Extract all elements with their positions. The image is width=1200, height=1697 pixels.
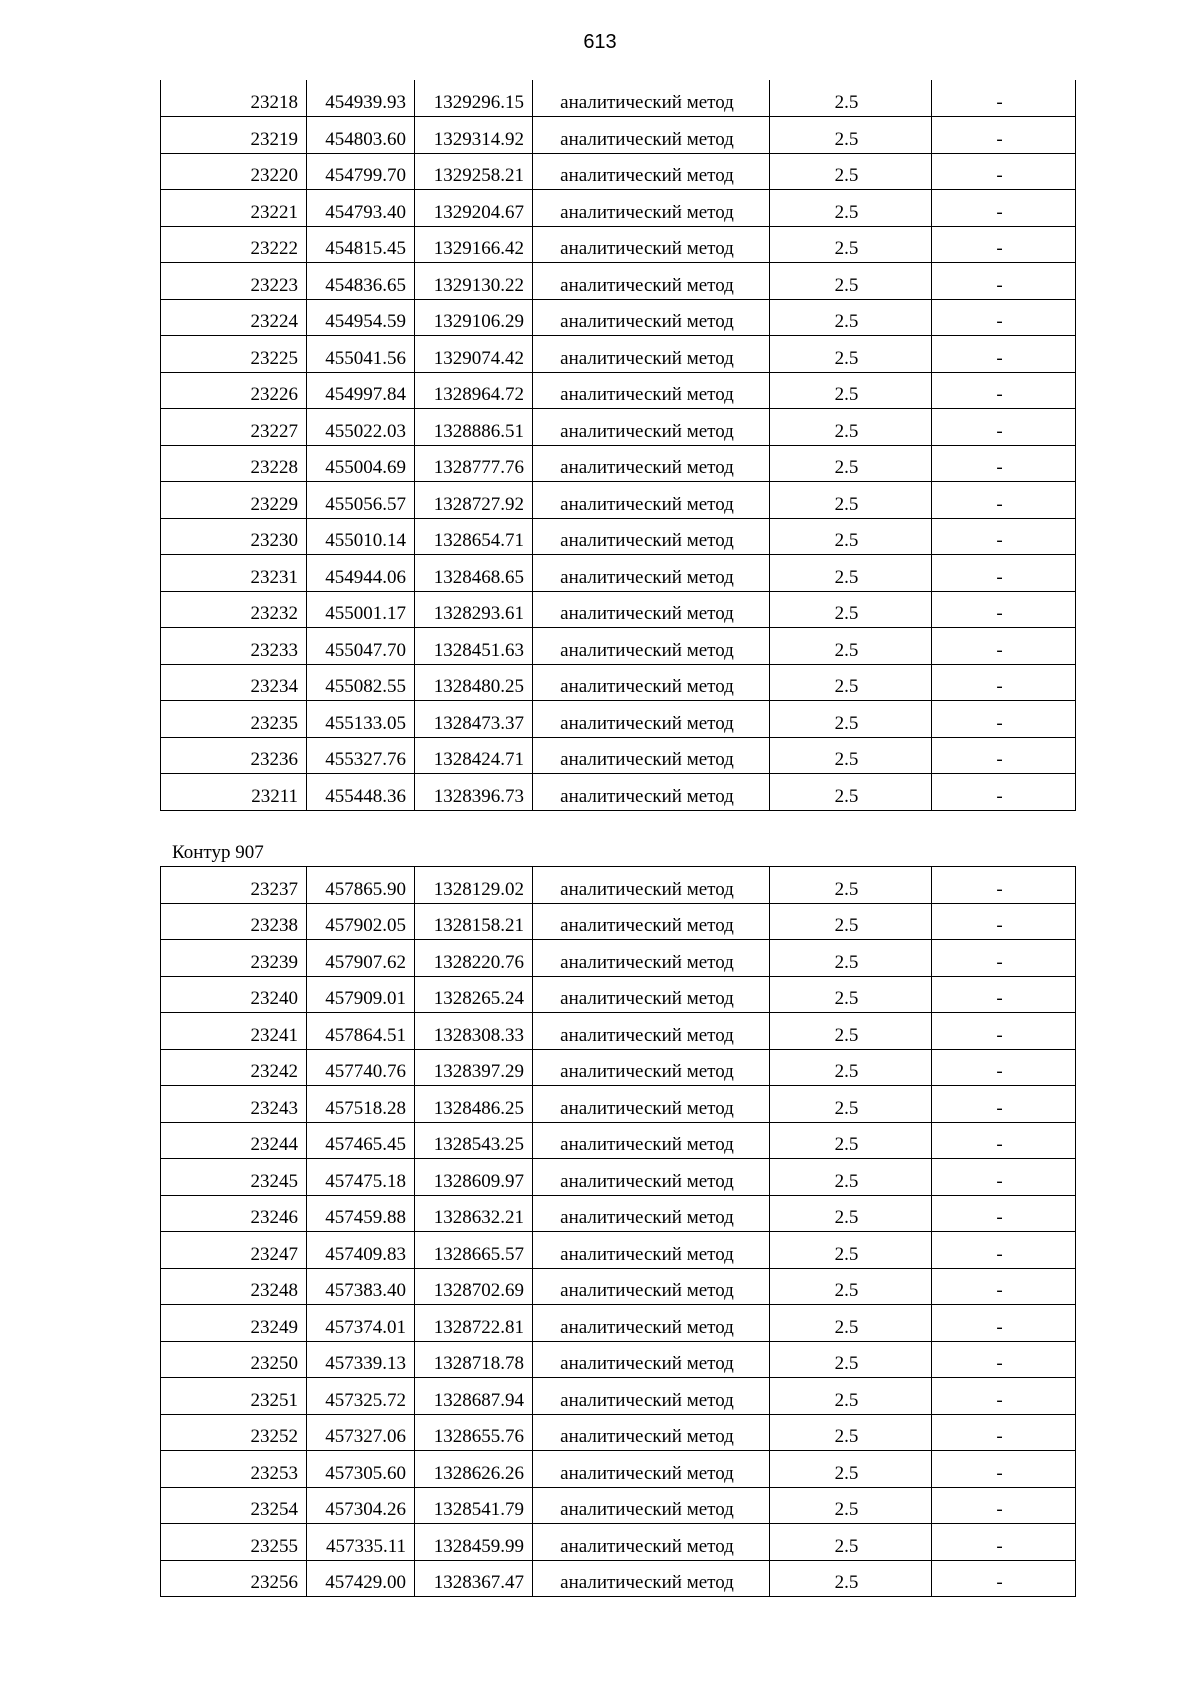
description-cell: - xyxy=(932,1487,1076,1524)
y-coordinate-cell: 1328722.81 xyxy=(415,1305,533,1342)
y-coordinate-cell: 1328541.79 xyxy=(415,1487,533,1524)
table-row xyxy=(161,555,1076,592)
method-cell: аналитический метод xyxy=(533,737,770,774)
method-cell: аналитический метод xyxy=(533,628,770,665)
y-coordinate-cell: 1329296.15 xyxy=(415,80,533,117)
point-number-cell: 23247 xyxy=(161,1232,307,1269)
y-coordinate-cell: 1328480.25 xyxy=(415,664,533,701)
table-row xyxy=(161,1268,1076,1305)
x-coordinate-cell: 455022.03 xyxy=(307,409,415,446)
accuracy-cell: 2.5 xyxy=(770,1414,932,1451)
method-cell: аналитический метод xyxy=(533,190,770,227)
coordinates-table-1 xyxy=(160,80,1076,811)
description-cell: - xyxy=(932,518,1076,555)
x-coordinate-cell: 455082.55 xyxy=(307,664,415,701)
x-coordinate-cell: 454939.93 xyxy=(307,80,415,117)
accuracy-cell: 2.5 xyxy=(770,555,932,592)
y-coordinate-cell: 1328718.78 xyxy=(415,1341,533,1378)
table-row xyxy=(161,1305,1076,1342)
x-coordinate-cell: 454815.45 xyxy=(307,226,415,263)
accuracy-cell: 2.5 xyxy=(770,336,932,373)
table-row xyxy=(161,372,1076,409)
description-cell: - xyxy=(932,1268,1076,1305)
table-row xyxy=(161,1378,1076,1415)
description-cell: - xyxy=(932,372,1076,409)
description-cell: - xyxy=(932,737,1076,774)
point-number-cell: 23234 xyxy=(161,664,307,701)
y-coordinate-cell: 1329314.92 xyxy=(415,117,533,154)
method-cell: аналитический метод xyxy=(533,263,770,300)
description-cell: - xyxy=(932,701,1076,738)
y-coordinate-cell: 1328609.97 xyxy=(415,1159,533,1196)
method-cell: аналитический метод xyxy=(533,336,770,373)
method-cell: аналитический метод xyxy=(533,299,770,336)
method-cell: аналитический метод xyxy=(533,555,770,592)
x-coordinate-cell: 455010.14 xyxy=(307,518,415,555)
accuracy-cell: 2.5 xyxy=(770,80,932,117)
table-row xyxy=(161,518,1076,555)
point-number-cell: 23218 xyxy=(161,80,307,117)
method-cell: аналитический метод xyxy=(533,1159,770,1196)
x-coordinate-cell: 457335.11 xyxy=(307,1524,415,1561)
table-row xyxy=(161,1195,1076,1232)
table-row xyxy=(161,1560,1076,1597)
method-cell: аналитический метод xyxy=(533,1122,770,1159)
table-row xyxy=(161,701,1076,738)
method-cell: аналитический метод xyxy=(533,940,770,977)
x-coordinate-cell: 457459.88 xyxy=(307,1195,415,1232)
accuracy-cell: 2.5 xyxy=(770,1232,932,1269)
table-row xyxy=(161,190,1076,227)
y-coordinate-cell: 1329204.67 xyxy=(415,190,533,227)
table-row xyxy=(161,867,1076,904)
point-number-cell: 23225 xyxy=(161,336,307,373)
table-row xyxy=(161,903,1076,940)
point-number-cell: 23220 xyxy=(161,153,307,190)
description-cell: - xyxy=(932,903,1076,940)
accuracy-cell: 2.5 xyxy=(770,737,932,774)
table-row xyxy=(161,482,1076,519)
x-coordinate-cell: 457429.00 xyxy=(307,1560,415,1597)
method-cell: аналитический метод xyxy=(533,1049,770,1086)
table-row xyxy=(161,1122,1076,1159)
table-row xyxy=(161,1049,1076,1086)
method-cell: аналитический метод xyxy=(533,1524,770,1561)
method-cell: аналитический метод xyxy=(533,1305,770,1342)
y-coordinate-cell: 1328687.94 xyxy=(415,1378,533,1415)
method-cell: аналитический метод xyxy=(533,1195,770,1232)
table-row xyxy=(161,1086,1076,1123)
x-coordinate-cell: 457305.60 xyxy=(307,1451,415,1488)
description-cell: - xyxy=(932,1086,1076,1123)
point-number-cell: 23242 xyxy=(161,1049,307,1086)
method-cell: аналитический метод xyxy=(533,701,770,738)
point-number-cell: 23231 xyxy=(161,555,307,592)
y-coordinate-cell: 1328473.37 xyxy=(415,701,533,738)
table-row xyxy=(161,226,1076,263)
method-cell: аналитический метод xyxy=(533,774,770,811)
x-coordinate-cell: 457865.90 xyxy=(307,867,415,904)
method-cell: аналитический метод xyxy=(533,1341,770,1378)
description-cell: - xyxy=(932,976,1076,1013)
description-cell: - xyxy=(932,1451,1076,1488)
method-cell: аналитический метод xyxy=(533,226,770,263)
y-coordinate-cell: 1328654.71 xyxy=(415,518,533,555)
table-row xyxy=(161,445,1076,482)
y-coordinate-cell: 1328129.02 xyxy=(415,867,533,904)
point-number-cell: 23227 xyxy=(161,409,307,446)
point-number-cell: 23222 xyxy=(161,226,307,263)
point-number-cell: 23253 xyxy=(161,1451,307,1488)
method-cell: аналитический метод xyxy=(533,1086,770,1123)
method-cell: аналитический метод xyxy=(533,867,770,904)
table-row xyxy=(161,409,1076,446)
y-coordinate-cell: 1328158.21 xyxy=(415,903,533,940)
x-coordinate-cell: 457475.18 xyxy=(307,1159,415,1196)
description-cell: - xyxy=(932,1524,1076,1561)
method-cell: аналитический метод xyxy=(533,1414,770,1451)
table-row xyxy=(161,1341,1076,1378)
method-cell: аналитический метод xyxy=(533,1232,770,1269)
table-row xyxy=(161,737,1076,774)
y-coordinate-cell: 1329130.22 xyxy=(415,263,533,300)
table-row xyxy=(161,591,1076,628)
method-cell: аналитический метод xyxy=(533,409,770,446)
x-coordinate-cell: 454836.65 xyxy=(307,263,415,300)
table-row xyxy=(161,1232,1076,1269)
x-coordinate-cell: 455448.36 xyxy=(307,774,415,811)
description-cell: - xyxy=(932,1414,1076,1451)
description-cell: - xyxy=(932,409,1076,446)
x-coordinate-cell: 454793.40 xyxy=(307,190,415,227)
y-coordinate-cell: 1328424.71 xyxy=(415,737,533,774)
accuracy-cell: 2.5 xyxy=(770,117,932,154)
point-number-cell: 23244 xyxy=(161,1122,307,1159)
accuracy-cell: 2.5 xyxy=(770,903,932,940)
method-cell: аналитический метод xyxy=(533,372,770,409)
description-cell: - xyxy=(932,555,1076,592)
point-number-cell: 23249 xyxy=(161,1305,307,1342)
table-row xyxy=(161,1451,1076,1488)
method-cell: аналитический метод xyxy=(533,445,770,482)
x-coordinate-cell: 457339.13 xyxy=(307,1341,415,1378)
point-number-cell: 23229 xyxy=(161,482,307,519)
accuracy-cell: 2.5 xyxy=(770,1378,932,1415)
method-cell: аналитический метод xyxy=(533,1560,770,1597)
x-coordinate-cell: 455047.70 xyxy=(307,628,415,665)
point-number-cell: 23230 xyxy=(161,518,307,555)
description-cell: - xyxy=(932,1232,1076,1269)
table-row xyxy=(161,80,1076,117)
point-number-cell: 23226 xyxy=(161,372,307,409)
point-number-cell: 23245 xyxy=(161,1159,307,1196)
point-number-cell: 23233 xyxy=(161,628,307,665)
y-coordinate-cell: 1328632.21 xyxy=(415,1195,533,1232)
x-coordinate-cell: 454803.60 xyxy=(307,117,415,154)
y-coordinate-cell: 1328396.73 xyxy=(415,774,533,811)
accuracy-cell: 2.5 xyxy=(770,190,932,227)
method-cell: аналитический метод xyxy=(533,664,770,701)
y-coordinate-cell: 1328655.76 xyxy=(415,1414,533,1451)
point-number-cell: 23241 xyxy=(161,1013,307,1050)
x-coordinate-cell: 457304.26 xyxy=(307,1487,415,1524)
accuracy-cell: 2.5 xyxy=(770,1341,932,1378)
point-number-cell: 23237 xyxy=(161,867,307,904)
description-cell: - xyxy=(932,1378,1076,1415)
description-cell: - xyxy=(932,153,1076,190)
point-number-cell: 23254 xyxy=(161,1487,307,1524)
y-coordinate-cell: 1328626.26 xyxy=(415,1451,533,1488)
y-coordinate-cell: 1329166.42 xyxy=(415,226,533,263)
description-cell: - xyxy=(932,1195,1076,1232)
point-number-cell: 23240 xyxy=(161,976,307,1013)
x-coordinate-cell: 457907.62 xyxy=(307,940,415,977)
accuracy-cell: 2.5 xyxy=(770,976,932,1013)
accuracy-cell: 2.5 xyxy=(770,1560,932,1597)
description-cell: - xyxy=(932,664,1076,701)
x-coordinate-cell: 455004.69 xyxy=(307,445,415,482)
y-coordinate-cell: 1328293.61 xyxy=(415,591,533,628)
accuracy-cell: 2.5 xyxy=(770,226,932,263)
method-cell: аналитический метод xyxy=(533,80,770,117)
y-coordinate-cell: 1329106.29 xyxy=(415,299,533,336)
y-coordinate-cell: 1328451.63 xyxy=(415,628,533,665)
point-number-cell: 23239 xyxy=(161,940,307,977)
accuracy-cell: 2.5 xyxy=(770,372,932,409)
point-number-cell: 23221 xyxy=(161,190,307,227)
point-number-cell: 23232 xyxy=(161,591,307,628)
description-cell: - xyxy=(932,80,1076,117)
table-row xyxy=(161,1159,1076,1196)
description-cell: - xyxy=(932,1122,1076,1159)
table-row xyxy=(161,976,1076,1013)
accuracy-cell: 2.5 xyxy=(770,263,932,300)
x-coordinate-cell: 457383.40 xyxy=(307,1268,415,1305)
table-row xyxy=(161,117,1076,154)
description-cell: - xyxy=(932,774,1076,811)
method-cell: аналитический метод xyxy=(533,1451,770,1488)
page-number: 613 xyxy=(583,31,617,53)
table-row xyxy=(161,1414,1076,1451)
accuracy-cell: 2.5 xyxy=(770,153,932,190)
y-coordinate-cell: 1328265.24 xyxy=(415,976,533,1013)
description-cell: - xyxy=(932,1341,1076,1378)
x-coordinate-cell: 455001.17 xyxy=(307,591,415,628)
contour-label: Контур 907 xyxy=(172,842,264,863)
description-cell: - xyxy=(932,117,1076,154)
description-cell: - xyxy=(932,867,1076,904)
point-number-cell: 23246 xyxy=(161,1195,307,1232)
description-cell: - xyxy=(932,1049,1076,1086)
description-cell: - xyxy=(932,299,1076,336)
description-cell: - xyxy=(932,1305,1076,1342)
description-cell: - xyxy=(932,628,1076,665)
description-cell: - xyxy=(932,591,1076,628)
x-coordinate-cell: 454799.70 xyxy=(307,153,415,190)
x-coordinate-cell: 457909.01 xyxy=(307,976,415,1013)
method-cell: аналитический метод xyxy=(533,976,770,1013)
x-coordinate-cell: 457374.01 xyxy=(307,1305,415,1342)
accuracy-cell: 2.5 xyxy=(770,628,932,665)
accuracy-cell: 2.5 xyxy=(770,1086,932,1123)
table-row xyxy=(161,1524,1076,1561)
method-cell: аналитический метод xyxy=(533,1268,770,1305)
description-cell: - xyxy=(932,940,1076,977)
x-coordinate-cell: 457864.51 xyxy=(307,1013,415,1050)
x-coordinate-cell: 457740.76 xyxy=(307,1049,415,1086)
y-coordinate-cell: 1328543.25 xyxy=(415,1122,533,1159)
x-coordinate-cell: 457327.06 xyxy=(307,1414,415,1451)
description-cell: - xyxy=(932,190,1076,227)
accuracy-cell: 2.5 xyxy=(770,482,932,519)
table-row xyxy=(161,1487,1076,1524)
description-cell: - xyxy=(932,336,1076,373)
point-number-cell: 23219 xyxy=(161,117,307,154)
y-coordinate-cell: 1328486.25 xyxy=(415,1086,533,1123)
accuracy-cell: 2.5 xyxy=(770,1451,932,1488)
y-coordinate-cell: 1328777.76 xyxy=(415,445,533,482)
y-coordinate-cell: 1328220.76 xyxy=(415,940,533,977)
method-cell: аналитический метод xyxy=(533,482,770,519)
y-coordinate-cell: 1329258.21 xyxy=(415,153,533,190)
description-cell: - xyxy=(932,226,1076,263)
point-number-cell: 23228 xyxy=(161,445,307,482)
accuracy-cell: 2.5 xyxy=(770,664,932,701)
x-coordinate-cell: 454997.84 xyxy=(307,372,415,409)
method-cell: аналитический метод xyxy=(533,1378,770,1415)
point-number-cell: 23238 xyxy=(161,903,307,940)
accuracy-cell: 2.5 xyxy=(770,299,932,336)
point-number-cell: 23250 xyxy=(161,1341,307,1378)
coordinates-table-2 xyxy=(160,866,1076,1597)
point-number-cell: 23235 xyxy=(161,701,307,738)
accuracy-cell: 2.5 xyxy=(770,1013,932,1050)
description-cell: - xyxy=(932,445,1076,482)
accuracy-cell: 2.5 xyxy=(770,518,932,555)
point-number-cell: 23256 xyxy=(161,1560,307,1597)
accuracy-cell: 2.5 xyxy=(770,774,932,811)
accuracy-cell: 2.5 xyxy=(770,409,932,446)
method-cell: аналитический метод xyxy=(533,153,770,190)
y-coordinate-cell: 1328397.29 xyxy=(415,1049,533,1086)
accuracy-cell: 2.5 xyxy=(770,445,932,482)
accuracy-cell: 2.5 xyxy=(770,1049,932,1086)
x-coordinate-cell: 457518.28 xyxy=(307,1086,415,1123)
description-cell: - xyxy=(932,263,1076,300)
x-coordinate-cell: 455327.76 xyxy=(307,737,415,774)
accuracy-cell: 2.5 xyxy=(770,1122,932,1159)
method-cell: аналитический метод xyxy=(533,903,770,940)
accuracy-cell: 2.5 xyxy=(770,1487,932,1524)
x-coordinate-cell: 455041.56 xyxy=(307,336,415,373)
point-number-cell: 23255 xyxy=(161,1524,307,1561)
y-coordinate-cell: 1328308.33 xyxy=(415,1013,533,1050)
accuracy-cell: 2.5 xyxy=(770,1195,932,1232)
point-number-cell: 23243 xyxy=(161,1086,307,1123)
y-coordinate-cell: 1328468.65 xyxy=(415,555,533,592)
table-row xyxy=(161,336,1076,373)
point-number-cell: 23223 xyxy=(161,263,307,300)
table-row xyxy=(161,774,1076,811)
y-coordinate-cell: 1328367.47 xyxy=(415,1560,533,1597)
accuracy-cell: 2.5 xyxy=(770,1305,932,1342)
x-coordinate-cell: 457465.45 xyxy=(307,1122,415,1159)
point-number-cell: 23224 xyxy=(161,299,307,336)
table-row xyxy=(161,299,1076,336)
method-cell: аналитический метод xyxy=(533,117,770,154)
accuracy-cell: 2.5 xyxy=(770,1524,932,1561)
x-coordinate-cell: 457325.72 xyxy=(307,1378,415,1415)
method-cell: аналитический метод xyxy=(533,1487,770,1524)
description-cell: - xyxy=(932,1013,1076,1050)
table-row xyxy=(161,940,1076,977)
point-number-cell: 23248 xyxy=(161,1268,307,1305)
table-row xyxy=(161,628,1076,665)
x-coordinate-cell: 455056.57 xyxy=(307,482,415,519)
accuracy-cell: 2.5 xyxy=(770,867,932,904)
method-cell: аналитический метод xyxy=(533,1013,770,1050)
y-coordinate-cell: 1328702.69 xyxy=(415,1268,533,1305)
description-cell: - xyxy=(932,1560,1076,1597)
table-row xyxy=(161,153,1076,190)
accuracy-cell: 2.5 xyxy=(770,1268,932,1305)
method-cell: аналитический метод xyxy=(533,591,770,628)
description-cell: - xyxy=(932,1159,1076,1196)
accuracy-cell: 2.5 xyxy=(770,940,932,977)
y-coordinate-cell: 1328964.72 xyxy=(415,372,533,409)
x-coordinate-cell: 457409.83 xyxy=(307,1232,415,1269)
y-coordinate-cell: 1328727.92 xyxy=(415,482,533,519)
y-coordinate-cell: 1329074.42 xyxy=(415,336,533,373)
method-cell: аналитический метод xyxy=(533,518,770,555)
point-number-cell: 23251 xyxy=(161,1378,307,1415)
description-cell: - xyxy=(932,482,1076,519)
y-coordinate-cell: 1328459.99 xyxy=(415,1524,533,1561)
point-number-cell: 23211 xyxy=(161,774,307,811)
point-number-cell: 23236 xyxy=(161,737,307,774)
x-coordinate-cell: 454954.59 xyxy=(307,299,415,336)
y-coordinate-cell: 1328665.57 xyxy=(415,1232,533,1269)
x-coordinate-cell: 454944.06 xyxy=(307,555,415,592)
accuracy-cell: 2.5 xyxy=(770,591,932,628)
accuracy-cell: 2.5 xyxy=(770,701,932,738)
accuracy-cell: 2.5 xyxy=(770,1159,932,1196)
y-coordinate-cell: 1328886.51 xyxy=(415,409,533,446)
x-coordinate-cell: 455133.05 xyxy=(307,701,415,738)
x-coordinate-cell: 457902.05 xyxy=(307,903,415,940)
table-row xyxy=(161,664,1076,701)
table-row xyxy=(161,263,1076,300)
point-number-cell: 23252 xyxy=(161,1414,307,1451)
table-row xyxy=(161,1013,1076,1050)
